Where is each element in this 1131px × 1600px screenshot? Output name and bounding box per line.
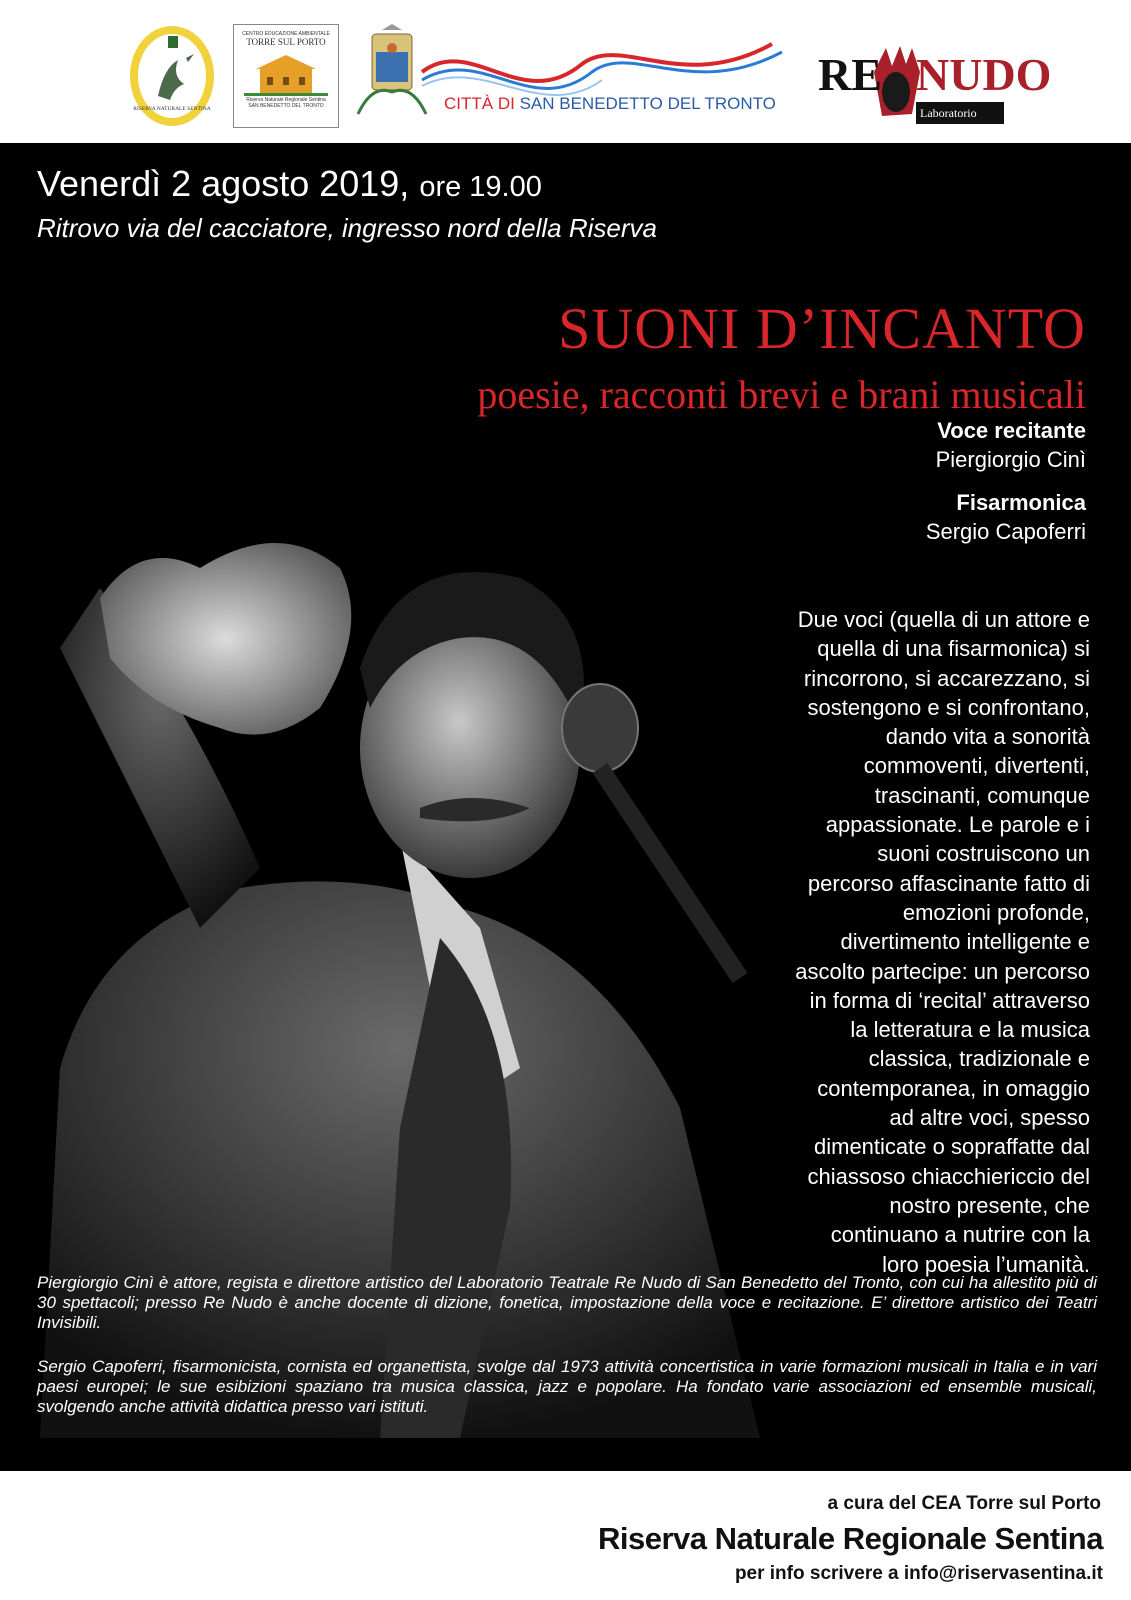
cea-logo-top: CENTRO EDUCAZIONE AMBIENTALE bbox=[242, 31, 330, 37]
footer bbox=[0, 1471, 1131, 1600]
description-line: dando vita a sonorità bbox=[885, 724, 1090, 750]
description-line: suoni costruiscono un bbox=[877, 841, 1090, 867]
event-date-text: Venerdì 2 agosto 2019, bbox=[37, 163, 410, 204]
re-nudo-logo bbox=[816, 44, 1052, 135]
cea-logo-bottom2: SAN BENEDETTO DEL TRONTO bbox=[248, 103, 324, 109]
role-accordion: Fisarmonica bbox=[956, 490, 1086, 515]
event-description bbox=[670, 605, 1090, 1279]
bio-capoferri: Sergio Capoferri, fisarmonicista, cornista ed organettista, svolge dal 1973 attività concertistica in varie formazioni musicali in Italia e in vari paesi europei; le sue esibizioni spaziano tra musica classica, jazz e popolare. Ha fondato varie associazioni ed ensemble musicali, svolgendo anche attività didattica presso vari istituti. bbox=[37, 1357, 1097, 1416]
description-line: quella di una fisarmonica) si bbox=[817, 636, 1090, 662]
sentina-logo-text: RISERVA NATURALE SENTINA bbox=[133, 106, 211, 112]
city-name: SAN BENEDETTO DEL TRONTO bbox=[519, 94, 776, 113]
description-line: ad altre voci, spesso bbox=[889, 1105, 1090, 1131]
event-meeting-point: Ritrovo via del cacciatore, ingresso nord della Riserva bbox=[37, 213, 657, 243]
description-line: dimenticate o sopraffatte dal bbox=[814, 1134, 1090, 1160]
cea-logo bbox=[233, 24, 339, 128]
poster-body bbox=[0, 143, 1131, 1471]
cea-logo-bottom1: Riserva Naturale Regionale Sentina bbox=[246, 97, 326, 103]
description-line: rincorrono, si accarezzano, si bbox=[803, 665, 1090, 691]
performer-voice: Piergiorgio Cinì bbox=[935, 447, 1086, 472]
description-line: commoventi, divertenti, bbox=[863, 753, 1090, 779]
description-line: Due voci (quella di un attore e bbox=[797, 607, 1090, 632]
re-nudo-nudo: NUDO bbox=[916, 49, 1052, 100]
description-line: percorso affascinante fatto di bbox=[807, 870, 1090, 896]
description-line: in forma di ‘recital’ attraverso bbox=[809, 987, 1090, 1013]
footer-organizer: Riserva Naturale Regionale Sentina bbox=[597, 1521, 1103, 1556]
description-line: classica, tradizionale e bbox=[868, 1046, 1090, 1072]
description-line: loro poesia l’umanità. bbox=[882, 1251, 1090, 1277]
event-title: SUONI D’INCANTO bbox=[558, 296, 1086, 361]
san-benedetto-logo bbox=[352, 24, 792, 128]
description-line: sostengono e si confrontano, bbox=[807, 694, 1090, 720]
description-line: chiassoso chiacchiericcio del bbox=[807, 1163, 1090, 1189]
event-subtitle: poesie, racconti brevi e brani musicali bbox=[477, 372, 1086, 417]
bio-cini: Piergiorgio Cinì è attore, regista e direttore artistico del Laboratorio Teatrale Re Nudo di San Benedetto del Tronto, con cui ha allestito più di 30 spettacoli; presso Re Nudo è anche docente di dizione, fonetica, impostazione della voce e recitazione. E’ direttore artistico dei Teatri Invisibili. bbox=[37, 1273, 1097, 1332]
header-logos bbox=[0, 0, 1131, 143]
cea-logo-name: TORRE SUL PORTO bbox=[246, 37, 326, 47]
description-line: contemporanea, in omaggio bbox=[817, 1075, 1090, 1101]
footer-curated-by: a cura del CEA Torre sul Porto bbox=[827, 1493, 1101, 1514]
description-line: continuano a nutrire con la bbox=[830, 1222, 1090, 1248]
performer-accordion: Sergio Capoferri bbox=[925, 519, 1086, 544]
event-time: ore 19.00 bbox=[419, 171, 542, 203]
description-line: ascolto partecipe: un percorso bbox=[795, 958, 1090, 984]
description-line: emozioni profonde, bbox=[902, 899, 1090, 925]
footer-contact: per info scrivere a info@riservasentina.it bbox=[734, 1563, 1103, 1584]
role-voice: Voce recitante bbox=[937, 418, 1086, 443]
description-line: appassionate. Le parole e i bbox=[825, 812, 1090, 838]
re-nudo-sub: Laboratorio Teatrale bbox=[920, 106, 977, 135]
sentina-logo bbox=[128, 24, 216, 128]
description-line: nostro presente, che bbox=[889, 1192, 1090, 1218]
description-line: trascinanti, comunque bbox=[874, 782, 1090, 808]
description-line: divertimento intelligente e bbox=[840, 929, 1090, 955]
city-prefix: CITTÀ DI bbox=[444, 94, 515, 113]
event-date bbox=[37, 163, 542, 205]
re-nudo-re: RE bbox=[818, 49, 882, 100]
description-line: la letteratura e la musica bbox=[850, 1017, 1090, 1043]
